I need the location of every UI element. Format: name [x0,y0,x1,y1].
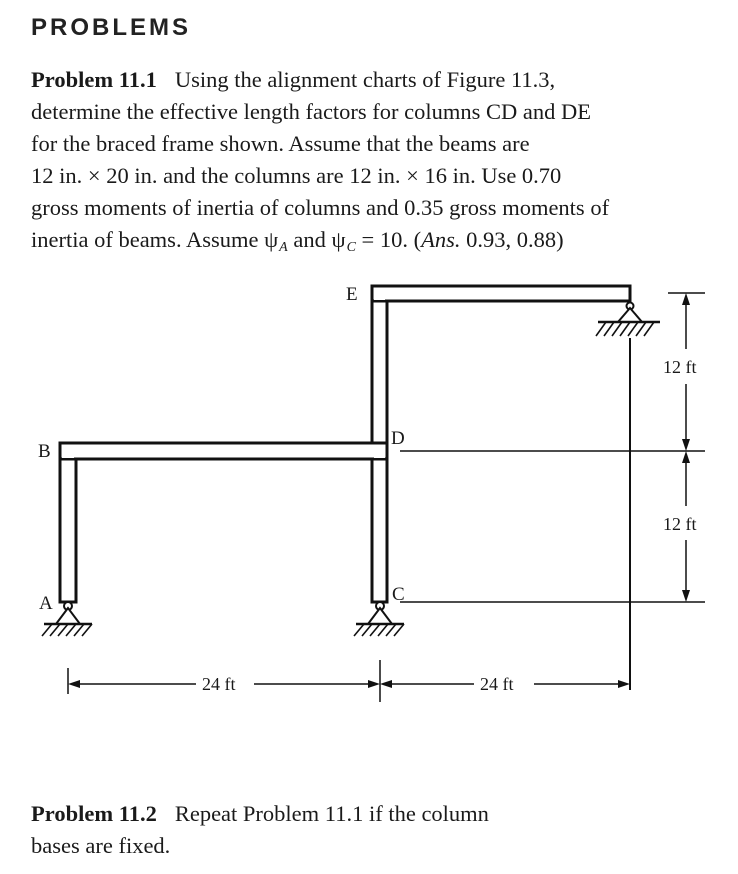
problem-11-1 [31,64,721,264]
problem-1-line-1-text: Using the alignment charts of Figure 11.3, [174,67,556,92]
answer-label: Ans. [421,227,461,252]
joint-b-fill [62,445,74,458]
dimension-label-lower: 12 ft [663,514,697,534]
problem-1-line-5: gross moments of inertia of columns and 0.35 gross moments of [31,195,610,220]
problem-1-line-4: 12 in. × 20 in. and the columns are 12 in. × 16 in. Use 0.70 [31,163,562,188]
problem-2-line-1 [31,798,651,830]
equals-text: = 10. ( [355,227,422,252]
psi-subscript-a: A [279,240,288,255]
problem-1-line-6-pre: inertia of beams. Assume [31,227,265,252]
section-title: PROBLEMS [31,14,192,41]
dimension-label-upper: 12 ft [663,357,697,377]
problem-11-2 [31,798,651,862]
psi-subscript-c: C [346,240,356,255]
psi-symbol-c: ψ [331,227,346,252]
problem-2-line-2: bases are fixed. [31,833,171,858]
psi-symbol-a: ψ [264,227,279,252]
joint-label-b: B [38,441,51,462]
braced-frame-figure [0,270,738,720]
pin-support-right [596,303,660,337]
problem-1-line-3: for the braced frame shown. Assume that the beams are [31,131,530,156]
dimension-label-right-span: 24 ft [480,674,514,694]
frame-diagram [0,270,738,720]
problem-1-line-2: determine the effective length factors for columns CD and DE [31,99,592,124]
joint-label-c: C [392,584,405,605]
column-ab [60,455,76,602]
joint-e-fill [374,288,385,300]
problem-2-number: Problem 11.2 [31,801,157,826]
problem-1-number: Problem 11.1 [31,67,157,92]
joint-label-e: E [346,284,358,305]
joint-label-d: D [391,428,405,449]
answer-values: 0.93, 0.88) [460,227,564,252]
beam-e-right [372,286,630,301]
and-text: and [287,227,332,252]
problem-2-line-1-text: Repeat Problem 11.1 if the column [174,801,489,826]
joint-label-a: A [39,593,53,614]
joint-d-fill [374,445,385,458]
pin-support-c [354,602,404,636]
beam-bd [60,443,387,459]
dimension-label-left-span: 24 ft [202,674,236,694]
problem-1-line-6 [31,224,721,264]
problem-1-line-1 [31,64,721,96]
